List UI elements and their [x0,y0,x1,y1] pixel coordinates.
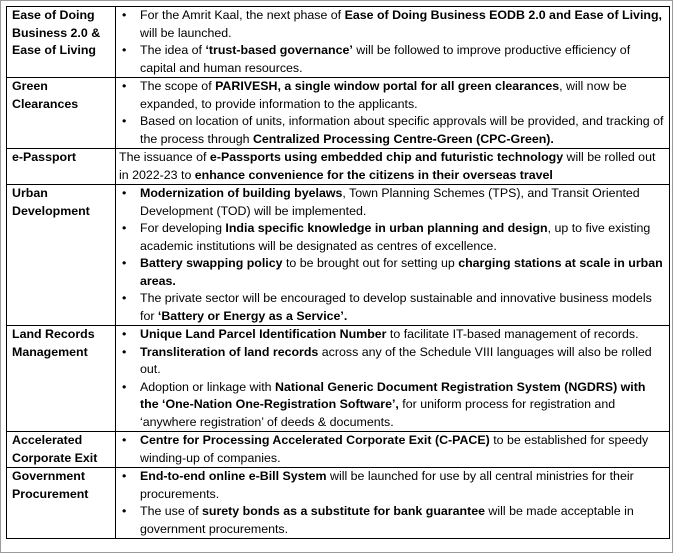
text-run: The idea of [140,43,206,57]
bold-text: National Generic Document Registration System (NGDRS) with the ‘One-Nation One-Registration Software’, [140,379,646,411]
text-run: to facilitate IT-based management of records. [386,327,639,341]
text-run: The private sector will be encouraged to develop sustainable and innovative business models for [140,291,652,323]
list-item [119,503,666,538]
bullet-list [119,185,666,325]
text-run: Adoption or linkage with [140,379,276,394]
bullet-list [119,432,666,467]
bold-text: enhance convenience for the citizens in their overseas travel [194,167,553,182]
list-item [119,326,666,344]
row-content [116,149,670,185]
table-row [7,7,670,78]
row-label: Ease of Doing Business 2.0 & Ease of Living [7,7,116,78]
bold-text: India specific knowledge in urban planning and design [225,221,548,235]
text-run: will be launched for use by all central ministries for their procurements. [140,469,634,501]
paragraph [119,149,666,184]
bold-text: Unique Land Parcel Identification Number [140,327,387,341]
bold-text: Centre for Processing Accelerated Corporate Exit (C-PACE) [140,433,490,447]
text-run: The scope of [140,79,216,93]
bullet-list [119,7,666,77]
row-content [116,468,670,539]
table-row [7,185,670,326]
table-row [7,78,670,149]
text-run: , up to five existing academic institutions will be designated as centres of excellence. [140,221,651,253]
text-run: For developing [140,221,226,235]
bold-text: surety bonds as a substitute for bank guarantee [202,504,485,518]
text-run: will be launched. [140,25,232,40]
row-label: Green Clearances [7,78,116,149]
text-run: Based on location of units, information about specific approvals will be provided, and tracking of the process through [140,114,664,146]
row-label: Accelerated Corporate Exit [7,432,116,468]
text-run: For the Amrit Kaal, the next phase of [140,8,345,22]
text-run: will be made acceptable in government procurements. [140,504,634,536]
bold-text: charging stations at scale in urban areas. [140,256,663,288]
bullet-list [119,326,666,431]
bold-text: Modernization of building byelaws [140,186,343,200]
row-content [116,7,670,78]
list-item [119,290,666,325]
reforms-table [6,6,670,539]
bullet-list [119,468,666,538]
text-run: across any of the Schedule VIII languages will also be rolled out. [140,344,652,376]
list-item [119,113,666,148]
bullet-list [119,78,666,148]
row-label: Land Records Management [7,326,116,432]
bold-text: Battery swapping policy [140,256,283,270]
bold-text: ‘trust-based governance’ [205,43,353,57]
text-run: will be followed to improve productive efficiency of capital and human resources. [140,43,631,75]
table-row [7,149,670,185]
list-item [119,344,666,379]
text-run: The use of [140,504,202,518]
list-item [119,78,666,113]
list-item [119,220,666,255]
list-item [119,432,666,467]
bold-text: End-to-end online e-Bill System [140,469,327,483]
bold-text: Ease of Doing Business EODB 2.0 and Ease of Living, [344,8,662,22]
row-content [116,326,670,432]
row-label: e-Passport [7,149,116,185]
row-label: Government Procurement [7,468,116,539]
table-row [7,432,670,468]
bold-text: ‘Battery or Energy as a Service’. [157,308,348,323]
table-body [7,7,670,539]
bold-text: e-Passports using embedded chip and futuristic technology [209,150,564,164]
text-run: to be brought out for setting up [282,256,459,270]
text-run: , Town Planning Schemes (TPS), and Transit Oriented Development (TOD) will be implemented. [140,186,640,218]
list-item [119,255,666,290]
bold-text: Transliteration of land records [140,344,319,359]
text-run: , will now be expanded, to provide information to the applicants. [140,79,627,111]
row-content [116,78,670,149]
list-item [119,185,666,220]
list-item [119,379,666,432]
text-run: to be established for speedy winding-up of companies. [140,433,649,465]
list-item [119,468,666,503]
bold-text: Centralized Processing Centre-Green (CPC-Green). [252,131,554,146]
row-content [116,185,670,326]
text-run: The issuance of [119,150,210,164]
text-run: will be rolled out in 2022-23 to [119,150,656,182]
bold-text: PARIVESH, a single window portal for all green clearances [215,79,560,93]
table-row [7,468,670,539]
row-label: Urban Development [7,185,116,326]
list-item [119,7,666,42]
list-item [119,42,666,77]
table-row [7,326,670,432]
text-run: for uniform process for registration and ‘anywhere registration’ of deeds & documents. [140,397,616,429]
row-content [116,432,670,468]
